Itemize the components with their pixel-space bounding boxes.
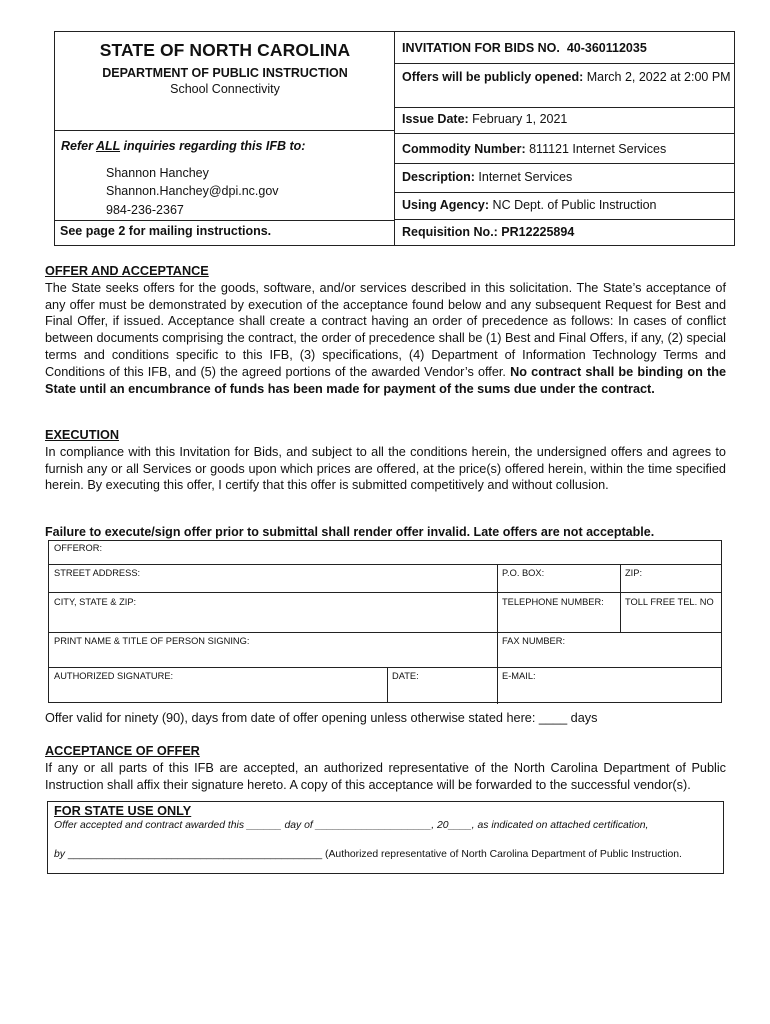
mailing-note: See page 2 for mailing instructions.	[60, 224, 272, 238]
issue-date-row: Issue Date: February 1, 2021	[395, 108, 734, 134]
authorized-rep-line: by ____________________________________________ (Authorized representative of North Carolina Department of Public Instruction.	[54, 849, 682, 860]
state-title: STATE OF NORTH CAROLINA	[99, 40, 351, 60]
state-use-title: FOR STATE USE ONLY	[54, 804, 192, 818]
city-state-zip-field[interactable]: CITY, STATE & ZIP:	[54, 597, 137, 607]
section-body: In compliance with this Invitation for Bids, and subject to all the conditions herein, the undersigned offers and agrees to furnish any or all Services or goods upon which prices are offered, at the price(s) offered herein, within the time specified herein. By executing this offer, I certify that this offer is submitted competitively and without collusion.	[45, 444, 726, 493]
zip-field[interactable]: ZIP:	[625, 568, 643, 578]
divider	[49, 667, 721, 668]
toll-free-field[interactable]: TOLL FREE TEL. NO	[625, 597, 714, 607]
division-name: School Connectivity	[170, 82, 280, 96]
agency-row: Using Agency: NC Dept. of Public Instruction	[395, 193, 734, 220]
execution-section	[45, 427, 726, 494]
state-use-box	[47, 801, 724, 874]
inquiries-label: Refer ALL inquiries regarding this IFB to:	[61, 139, 306, 153]
street-address-field[interactable]: STREET ADDRESS:	[54, 568, 141, 578]
divider	[49, 632, 721, 633]
contact-phone: 984-236-2367	[106, 203, 184, 217]
offeror-form	[48, 540, 722, 703]
ifb-header-table	[54, 31, 735, 246]
section-heading: OFFER AND ACCEPTANCE	[45, 264, 209, 278]
ifb-details-block	[395, 32, 734, 245]
failure-warning: Failure to execute/sign offer prior to submittal shall render offer invalid. Late offers are not acceptable.	[45, 525, 655, 539]
ifb-number-row: INVITATION FOR BIDS NO. 40-360112035	[395, 32, 734, 64]
contact-name: Shannon Hanchey	[106, 166, 209, 180]
section-body: The State seeks offers for the goods, software, and/or services described in this solicitation. The State’s acceptance of any offer must be demonstrated by execution of the acceptance found below and any subsequent Request for Best and Final Offer, if issued. Acceptance shall create a contract having an order of precedence as follows: In cases of conflict between documents comprising the contract, the order of precedence shall be (1) Best and Final Offers, if any, (2) special terms and conditions specific to this IFB, (3) specifications, (4) Department of Information Technology Terms and Conditions of this IFB, and (5) the agreed portions of the awarded Vendor’s offer. No contract shall be binding on the State until an encumbrance of funds has been made for payment of the sums due under the contract.	[45, 280, 726, 396]
date-field[interactable]: DATE:	[392, 671, 419, 681]
divider	[55, 220, 395, 221]
section-heading: EXECUTION	[45, 428, 120, 442]
opening-date-row: Offers will be publicly opened: March 2, 2022 at 2:00 PM	[395, 64, 734, 108]
email-field[interactable]: E-MAIL:	[502, 671, 536, 681]
section-body: If any or all parts of this IFB are accepted, an authorized representative of the North Carolina Department of Public Instruction shall affix their signature hereto. A copy of this acceptance will be forwarded to the successful vendor(s).	[45, 760, 726, 792]
contact-email: Shannon.Hanchey@dpi.nc.gov	[106, 184, 279, 198]
divider	[55, 130, 395, 131]
offeror-field[interactable]: OFFEROR:	[54, 543, 103, 553]
fax-field[interactable]: FAX NUMBER:	[502, 636, 566, 646]
po-box-field[interactable]: P.O. BOX:	[502, 568, 545, 578]
acceptance-section	[45, 743, 726, 793]
issuer-block	[55, 32, 395, 245]
offer-acceptance-section	[45, 263, 726, 397]
section-heading: ACCEPTANCE OF OFFER	[45, 744, 200, 758]
description-row: Description: Internet Services	[395, 164, 734, 193]
commodity-row: Commodity Number: 811121 Internet Services	[395, 134, 734, 164]
signature-field[interactable]: AUTHORIZED SIGNATURE:	[54, 671, 174, 681]
print-name-field[interactable]: PRINT NAME & TITLE OF PERSON SIGNING:	[54, 636, 250, 646]
department-name: DEPARTMENT OF PUBLIC INSTRUCTION	[102, 66, 348, 80]
requisition-row: Requisition No.: PR12225894	[402, 225, 575, 239]
award-line: Offer accepted and contract awarded this ______ day of ____________________, 20____, as indicated on attached certification,	[54, 820, 649, 831]
offer-validity-note: Offer valid for ninety (90), days from date of offer opening unless otherwise stated here: ____ days	[45, 711, 598, 725]
telephone-field[interactable]: TELEPHONE NUMBER:	[502, 597, 604, 607]
